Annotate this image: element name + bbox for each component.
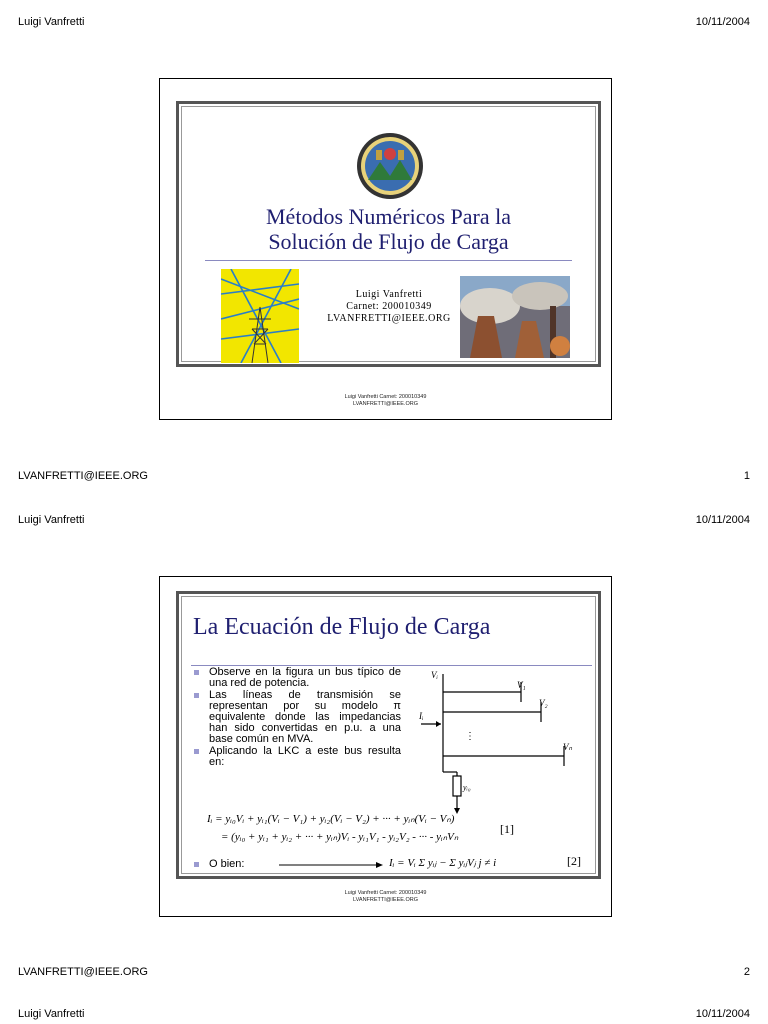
power-lines-image xyxy=(221,269,299,363)
label-vi: Vᵢ xyxy=(431,670,438,680)
label-yi0: yᵢ₀ xyxy=(463,783,471,792)
slide-2-footer-line1: Luigi Vanfretti Carnet: 200010349 xyxy=(344,890,427,896)
label-v1: V₁ xyxy=(517,680,526,690)
label-ii: Iᵢ xyxy=(419,711,424,721)
equation-1-line2: = (yᵢ₀ + yᵢ₁ + yᵢ₂ + ··· + yᵢₙ)Vᵢ - yᵢ₁V₁ - yᵢ₂V₂ - ··· - yᵢₙVₙ xyxy=(221,831,459,843)
bullet-item: Observe en la figura un bus típico de una red de potencia. xyxy=(191,667,401,689)
page-header-author: Luigi Vanfretti xyxy=(18,16,85,28)
slide-1-footer-line2: LVANFRETTI@IEEE.ORG xyxy=(353,401,418,407)
power-plant-image xyxy=(460,276,570,358)
arrow-icon xyxy=(279,860,383,870)
page-header-author: Luigi Vanfretti xyxy=(18,1008,85,1020)
equation-1-number: [1] xyxy=(500,822,514,836)
slide-2-frame xyxy=(176,591,601,879)
author-name: Luigi Vanfretti xyxy=(355,289,423,300)
bullet-list xyxy=(191,667,401,769)
slide-2-title: La Ecuación de Flujo de Carga xyxy=(193,614,491,640)
slide-1-title-line2: Solución de Flujo de Carga xyxy=(268,229,509,254)
page-footer-email: LVANFRETTI@IEEE.ORG xyxy=(18,470,148,482)
slide-1-footer-line1: Luigi Vanfretti Carnet: 200010349 xyxy=(344,394,427,400)
equation-2-number: [2] xyxy=(567,854,581,868)
svg-text:⋮: ⋮ xyxy=(465,731,475,742)
author-carnet: Carnet: 200010349 xyxy=(346,301,432,312)
slide-2 xyxy=(159,576,612,917)
equation-2: Iᵢ = Vᵢ Σ yᵢⱼ − Σ yᵢⱼVⱼ j ≠ i xyxy=(389,857,497,869)
page-header-date: 10/11/2004 xyxy=(695,514,750,526)
author-email: LVANFRETTI@IEEE.ORG xyxy=(327,313,451,324)
page-header-author: Luigi Vanfretti xyxy=(18,514,85,526)
label-v2: V₂ xyxy=(539,698,548,708)
page-footer-number: 1 xyxy=(743,470,750,482)
slide-2-footer-line2: LVANFRETTI@IEEE.ORG xyxy=(353,897,418,903)
equation-1-line1: Iᵢ = yᵢ₀Vᵢ + yᵢ₁(Vᵢ − V₁) + yᵢ₂(Vᵢ − V₂) + ··· + yᵢₙ(Vᵢ − Vₙ) xyxy=(207,813,455,825)
university-seal-logo xyxy=(356,132,424,200)
bullet-item: O bien: xyxy=(191,859,244,870)
label-vn: Vₙ xyxy=(563,742,573,752)
page-footer-number: 2 xyxy=(743,966,750,978)
bullet-item: Las líneas de transmisión se representan por su modelo π equivalente donde las impedancias han sido convertidas en p.u. a una base común en MVA. xyxy=(191,690,401,745)
page-header-date: 10/11/2004 xyxy=(695,1008,750,1020)
slide-1-title-line1: Métodos Numéricos Para la xyxy=(266,204,511,229)
bus-diagram xyxy=(401,664,591,824)
bullet-item: Aplicando la LKC a este bus resulta en: xyxy=(191,746,401,768)
slide-1-frame xyxy=(176,101,601,367)
slide-1 xyxy=(159,78,612,420)
page-footer-email: LVANFRETTI@IEEE.ORG xyxy=(18,966,148,978)
page-header-date: 10/11/2004 xyxy=(695,16,750,28)
